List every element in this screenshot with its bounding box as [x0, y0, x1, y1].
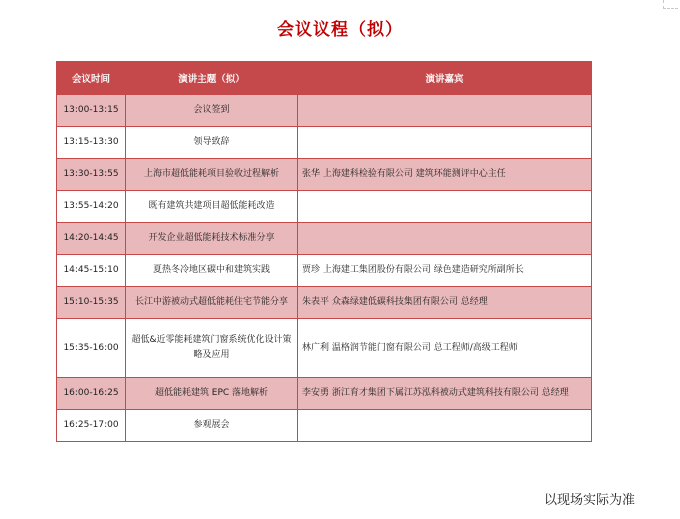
speaker-cell: 李安勇 浙江育才集团下属江苏泓科被动式建筑科技有限公司 总经理	[298, 378, 592, 410]
topic-cell: 领导致辞	[126, 127, 298, 159]
speaker-cell: 贾珍 上海建工集团股份有限公司 绿色建造研究所副所长	[298, 255, 592, 287]
table-row	[57, 378, 592, 410]
speaker-cell: 朱表平 众森绿建低碳科技集团有限公司 总经理	[298, 287, 592, 319]
page-corner-mark	[663, 0, 678, 9]
table-row	[57, 127, 592, 159]
column-header-time: 会议时间	[57, 62, 126, 95]
agenda-header-row	[57, 62, 592, 95]
topic-cell: 既有建筑共建项目超低能耗改造	[126, 191, 298, 223]
time-cell: 13:55-14:20	[57, 191, 126, 223]
time-cell: 15:10-15:35	[57, 287, 126, 319]
topic-cell: 超低&近零能耗建筑门窗系统优化设计策略及应用	[126, 319, 298, 378]
time-cell: 16:00-16:25	[57, 378, 126, 410]
speaker-cell	[298, 191, 592, 223]
time-cell: 16:25-17:00	[57, 410, 126, 442]
table-row	[57, 255, 592, 287]
topic-cell: 开发企业超低能耗技术标准分享	[126, 223, 298, 255]
agenda-table	[56, 61, 592, 442]
topic-cell: 夏热冬冷地区碳中和建筑实践	[126, 255, 298, 287]
time-cell: 15:35-16:00	[57, 319, 126, 378]
topic-cell: 上海市超低能耗项目验收过程解析	[126, 159, 298, 191]
time-cell: 13:15-13:30	[57, 127, 126, 159]
table-row	[57, 410, 592, 442]
footer-note: 以现场实际为准	[544, 493, 636, 508]
time-cell: 14:45-15:10	[57, 255, 126, 287]
speaker-cell: 张华 上海建科检验有限公司 建筑环能测评中心主任	[298, 159, 592, 191]
topic-cell: 长江中游被动式超低能耗住宅节能分享	[126, 287, 298, 319]
topic-cell: 会议签到	[126, 95, 298, 127]
time-cell: 14:20-14:45	[57, 223, 126, 255]
speaker-cell	[298, 223, 592, 255]
table-row	[57, 159, 592, 191]
speaker-cell	[298, 410, 592, 442]
time-cell: 13:00-13:15	[57, 95, 126, 127]
table-row	[57, 223, 592, 255]
table-row	[57, 319, 592, 378]
column-header-speaker: 演讲嘉宾	[298, 62, 592, 95]
table-row	[57, 95, 592, 127]
page-title: 会议议程（拟）	[277, 20, 403, 40]
table-row	[57, 287, 592, 319]
time-cell: 13:30-13:55	[57, 159, 126, 191]
column-header-topic: 演讲主题（拟）	[126, 62, 298, 95]
speaker-cell	[298, 127, 592, 159]
table-row	[57, 191, 592, 223]
topic-cell: 参观展会	[126, 410, 298, 442]
speaker-cell	[298, 95, 592, 127]
topic-cell: 超低能耗建筑 EPC 落地解析	[126, 378, 298, 410]
speaker-cell: 林广利 温格润节能门窗有限公司 总工程师/高级工程师	[298, 319, 592, 378]
